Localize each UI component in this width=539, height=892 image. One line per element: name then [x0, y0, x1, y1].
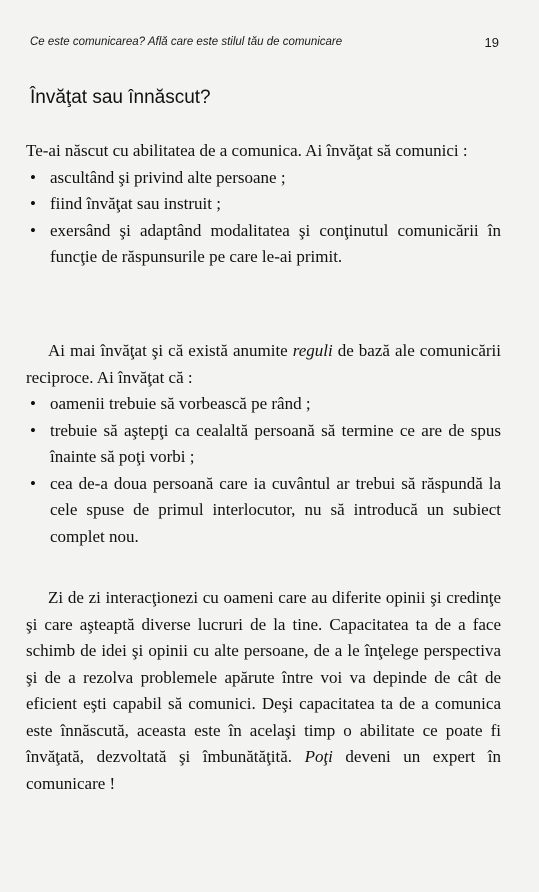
bullet-icon: • — [30, 394, 36, 413]
list-item-text: ascultând şi privind alte persoane ; — [50, 167, 286, 187]
bullet-icon: • — [30, 167, 36, 187]
intro-text-end: de bază ale comunicării reciproce. Ai învăţat că : — [26, 341, 501, 387]
bullet-icon: • — [30, 220, 36, 240]
list-item-text: fiind învăţat sau instruit ; — [50, 194, 221, 213]
list-item-text: cea de-a doua persoană care ia cuvântul ar trebui să răspundă la cele spuse de primul interlocutor, nu să introducă un subiect complet nou. — [50, 473, 501, 546]
bullet-icon: • — [30, 473, 36, 493]
bullet-icon: • — [30, 420, 36, 440]
running-header: Ce este comunicarea? Află care este stilul tău de comunicare — [30, 36, 343, 48]
paragraph-daily-interaction — [26, 585, 501, 797]
list-item — [26, 471, 501, 551]
bullet-list-rules — [26, 391, 501, 550]
list-item — [26, 165, 501, 192]
emphasis-poti: Poţi — [304, 747, 333, 766]
bullet-list-learning-ways — [26, 165, 501, 271]
list-item-text: trebuie să aştepţi ca cealaltă persoană să termine ce are de spus înainte să poţi vorbi ; — [50, 420, 501, 466]
page-number: 19 — [484, 35, 499, 50]
bullet-icon: • — [30, 194, 36, 213]
list-item — [26, 218, 501, 271]
list-item — [26, 418, 501, 471]
paragraph-closing: deveni un expert în comunicare ! — [26, 747, 501, 793]
list-item-text: oamenii trebuie să vorbească pe rând ; — [50, 394, 311, 413]
paragraph-intro — [26, 338, 501, 391]
paragraph-text: Zi de zi interacţionezi cu oameni care au diferite opinii şi credinţe şi care aşteaptă diverse lucruri de la tine. Capacitatea ta de a face schimb de idei şi opinii cu alte persoane, de a le înţelege perspectiva şi de a rezolva problemele apărute între voi va depinde de cât de eficient eşti capabil să comunici. Deşi capacitatea ta de a comunica este înnăscută, aceasta este în acelaşi timp o abilitate ce poate fi învăţată, dezvoltată şi îmbunătăţită. — [26, 588, 501, 766]
list-item — [26, 391, 501, 418]
paragraph-intro: Te-ai născut cu abilitatea de a comunica. Ai învăţat să comunici : — [26, 141, 468, 160]
list-item — [26, 191, 501, 218]
section-title: Învăţat sau înnăscut? — [30, 87, 211, 108]
intro-text: Ai mai învăţat şi că există anumite — [48, 341, 293, 360]
paragraph-born-ability — [26, 138, 501, 271]
emphasis-rules: reguli — [292, 341, 333, 360]
paragraph-communication-rules — [26, 338, 501, 550]
list-item-text: exersând şi adaptând modalitatea şi conţinutul comunicării în funcţie de răspunsurile pe care le-ai primit. — [50, 220, 501, 266]
